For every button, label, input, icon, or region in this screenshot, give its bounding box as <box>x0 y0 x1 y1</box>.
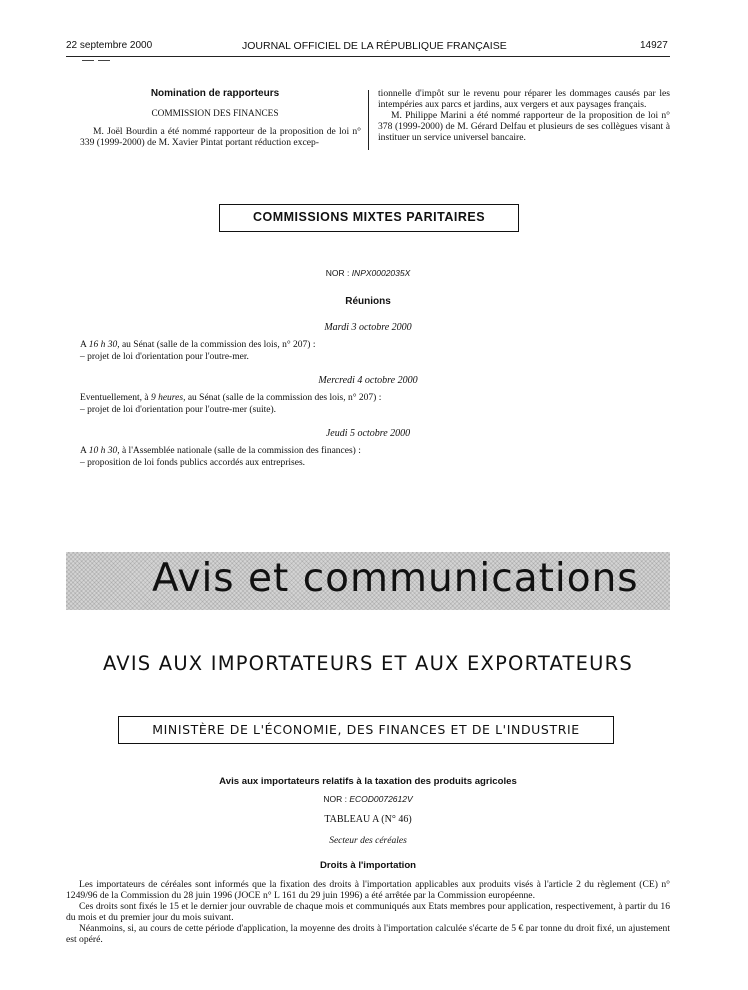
commission-name: COMMISSION DES FINANCES <box>151 109 279 119</box>
cmp-title: COMMISSIONS MIXTES PARITAIRES <box>252 210 486 224</box>
meeting-time: 10 h 30, <box>88 446 120 456</box>
tableau-label: TABLEAU A (N° 46) <box>324 814 412 825</box>
page-number: 14927 <box>640 40 668 51</box>
meeting-day: Mercredi 4 octobre 2000 <box>318 375 418 386</box>
nomination-paragraph: M. Philippe Marini a été nommé rapporteur de la proposition de loi n° 378 (1999-2000) de M. Gérard Delfau et plusieurs de ses collègues visant à instituer un service universel bancaire. <box>378 110 670 143</box>
meeting-entry <box>80 340 315 363</box>
body-paragraph: Néanmoins, si, au cours de cette période d'application, la moyenne des droits à l'importation calculée s'écarte de 5 € par tonne du droit fixé, un ajustement est opéré. <box>66 923 670 945</box>
meeting-entry <box>80 446 361 469</box>
column-divider <box>368 90 369 150</box>
banner-title: Avis et communications <box>152 556 639 601</box>
nomination-left-column <box>80 126 361 148</box>
nomination-heading: Nomination de rapporteurs <box>150 88 280 99</box>
nomination-paragraph: tionnelle d'impôt sur le revenu pour réparer les dommages causés par les intempéries aux parcs et jardins, aux vergers et aux paysages français. <box>378 88 670 110</box>
notice-nor-line <box>66 794 670 804</box>
meeting-time: 16 h 30, <box>88 340 120 350</box>
ministry-name: MINISTÈRE DE L'ÉCONOMIE, DES FINANCES ET DE L'INDUSTRIE <box>152 722 580 737</box>
meeting-place: au Sénat (salle de la commission des lois, n° 207) : <box>121 340 316 350</box>
notice-title: Avis aux importateurs relatifs à la taxation des produits agricoles <box>219 776 517 787</box>
body-paragraph: Les importateurs de céréales sont informés que la fixation des droits à l'importation applicables aux produits visés à l'article 2 du règlement (CE) n° 1249/96 de la Commission du 28 juin 1996 (JOCE n° L 161 du 29 juin 1996) a été arrêtée par la Commission européenne. <box>66 879 670 901</box>
meeting-prefix: A <box>80 340 87 350</box>
nomination-paragraph: M. Joël Bourdin a été nommé rapporteur de la proposition de loi n° 339 (1999-2000) de M. Xavier Pintat portant réduction excep- <box>80 126 361 148</box>
section-title: AVIS AUX IMPORTATEURS ET AUX EXPORTATEURS <box>103 652 633 675</box>
meeting-place: au Sénat (salle de la commission des lois, n° 207) : <box>187 393 382 403</box>
meeting-prefix: A <box>80 446 87 456</box>
nor-code: ECOD0072612V <box>349 794 413 804</box>
header-date: 22 septembre 2000 <box>66 40 153 51</box>
nomination-right-column <box>378 88 670 143</box>
ministry-box <box>118 716 614 744</box>
droits-heading: Droits à l'importation <box>319 860 417 871</box>
secteur-label: Secteur des céréales <box>329 836 407 846</box>
nor-line <box>66 268 670 278</box>
meeting-time: 9 heures, <box>150 393 186 403</box>
meeting-agenda: – proposition de loi fonds publics accordés aux entreprises. <box>80 457 306 468</box>
meeting-day: Jeudi 5 octobre 2000 <box>325 428 411 439</box>
cmp-title-box <box>219 204 519 232</box>
meeting-agenda: – projet de loi d'orientation pour l'outre-mer (suite). <box>80 404 277 415</box>
nor-code: INPX0002035X <box>351 268 411 278</box>
header-rule <box>66 56 670 57</box>
body-paragraph: Ces droits sont fixés le 15 et le dernier jour ouvrable de chaque mois et communiqués aux Etats membres pour application, respectivement, à partir du 16 du mois et du premier jour du mois suivant. <box>66 901 670 923</box>
reunions-heading: Réunions <box>345 296 391 307</box>
meeting-prefix: Eventuellement, à <box>80 393 149 403</box>
header-tick <box>82 60 94 61</box>
meeting-place: à l'Assemblée nationale (salle de la commission des finances) : <box>121 446 361 456</box>
header-title: JOURNAL OFFICIEL DE LA RÉPUBLIQUE FRANÇAISE <box>242 40 507 52</box>
section-banner <box>66 552 670 610</box>
notice-body <box>66 879 670 945</box>
meeting-agenda: – projet de loi d'orientation pour l'outre-mer. <box>80 351 249 362</box>
nor-label: NOR : <box>323 794 347 804</box>
meeting-day: Mardi 3 octobre 2000 <box>324 322 412 333</box>
header-tick <box>98 60 110 61</box>
nor-label: NOR : <box>325 268 350 278</box>
meeting-entry <box>80 393 381 416</box>
